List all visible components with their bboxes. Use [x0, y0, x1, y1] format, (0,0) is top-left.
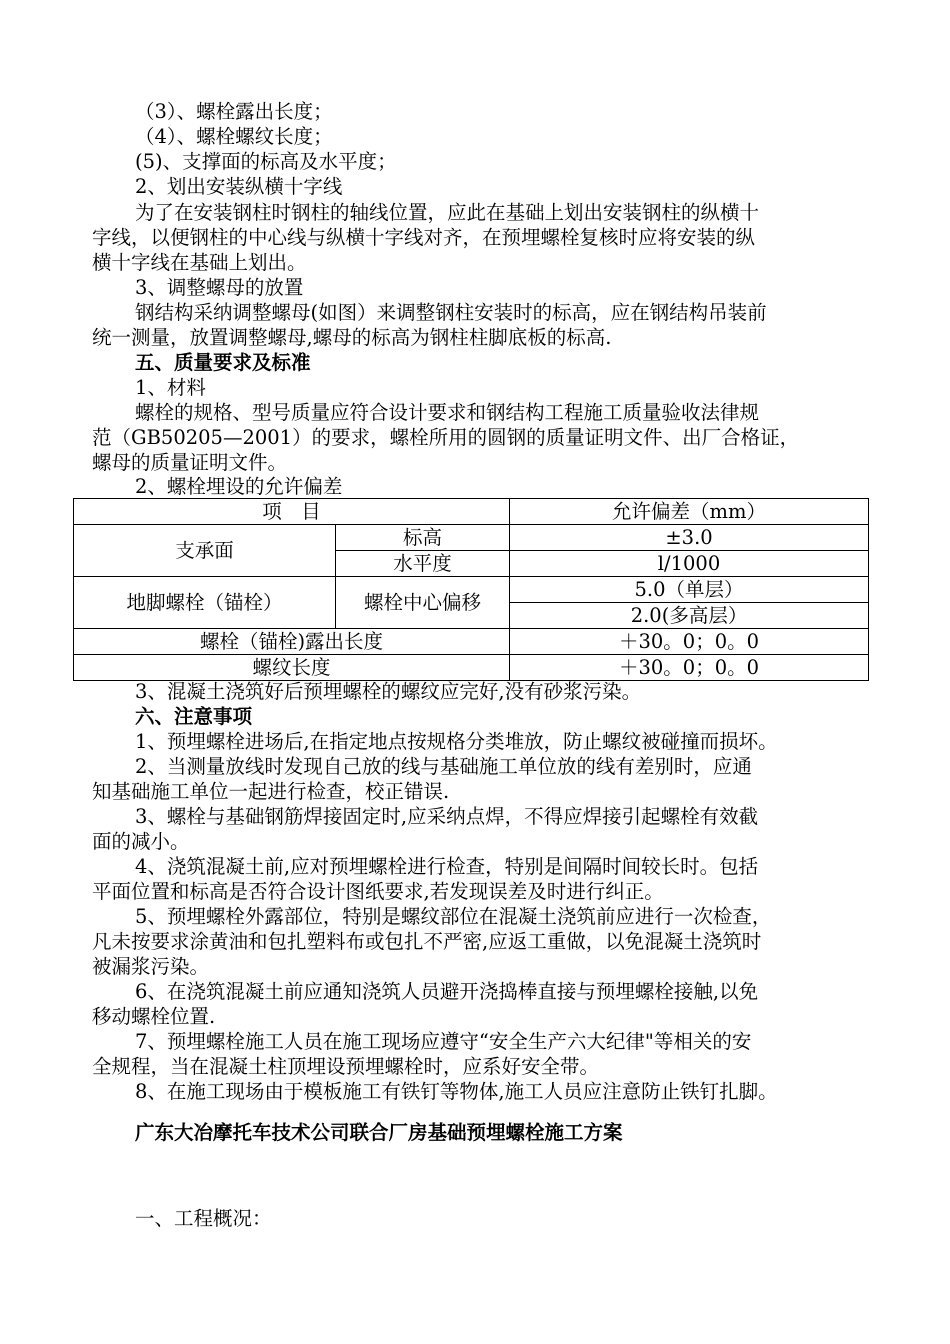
- note-item-continued: 凡未按要求涂黄油和包扎塑料布或包扎不严密,应返工重做，以免混凝土浇筑时: [92, 930, 762, 953]
- list-item-support-surface: (5)、支撑面的标高及水平度；: [135, 150, 397, 173]
- section-heading-overview: 一、工程概况：: [135, 1207, 272, 1230]
- list-item-exposed-length: （3）、螺栓露出长度；: [135, 100, 333, 123]
- paragraph-line: 范（GB50205—2001）的要求，螺栓所用的圆钢的质量证明文件、出厂合格证，: [92, 426, 800, 449]
- table-row: [74, 629, 869, 655]
- table-cell-levelness-value: l/1000: [510, 551, 869, 577]
- note-item: 5、预埋螺栓外露部位，特别是螺纹部位在混凝土浇筑前应进行一次检查，: [135, 905, 772, 928]
- subheading-cross-lines: 2、划出安装纵横十字线: [135, 175, 343, 198]
- table-cell-multi-storey: 2.0(多高层）: [510, 603, 869, 629]
- table-header-item: 项 目: [74, 499, 510, 525]
- paragraph-line: 为了在安装钢柱时钢柱的轴线位置，应此在基础上划出安装钢柱的纵横十: [135, 201, 760, 224]
- paragraph-line: 3、混凝土浇筑好后预埋螺栓的螺纹应完好,没有砂浆污染。: [135, 680, 642, 703]
- subheading-tolerance: 2、螺栓埋设的允许偏差: [135, 475, 343, 498]
- paragraph-line: 统一测量，放置调整螺母,螺母的标高为钢柱柱脚底板的标高.: [92, 326, 612, 349]
- table-cell-support-surface: 支承面: [74, 525, 336, 577]
- paragraph-line: 螺母的质量证明文件。: [92, 451, 288, 474]
- table-row: [74, 525, 869, 551]
- note-item: 1、预埋螺栓进场后,在指定地点按规格分类堆放，防止螺纹被碰撞而损坏。: [135, 730, 778, 753]
- section-heading-notes: 六、注意事项: [135, 705, 253, 728]
- paragraph-line: 字线，以便钢柱的中心线与纵横十字线对齐，在预埋螺栓复核时应将安装的纵: [92, 226, 756, 249]
- table-cell-elevation-value: ±3.0: [510, 525, 869, 551]
- note-item: 8、在施工现场由于模板施工有铁钉等物体,施工人员应注意防止铁钉扎脚。: [135, 1080, 778, 1103]
- table-cell-thread-value: ＋30。0；0。0: [510, 655, 869, 681]
- note-item: 7、预埋螺栓施工人员在施工现场应遵守“安全生产六大纪律"等相关的安: [135, 1030, 752, 1053]
- note-item: 6、在浇筑混凝土前应通知浇筑人员避开浇捣棒直接与预埋螺栓接触,以免: [135, 980, 759, 1003]
- document-title: 广东大冶摩托车技术公司联合厂房基础预埋螺栓施工方案: [135, 1121, 623, 1144]
- subheading-adjust-nut: 3、调整螺母的放置: [135, 276, 304, 299]
- table-cell-anchor-bolt: 地脚螺栓（锚栓）: [74, 577, 336, 629]
- tolerance-table: [73, 498, 869, 681]
- note-item-continued: 面的减小。: [92, 830, 190, 853]
- table-cell-exposed-value: ＋30。0；0。0: [510, 629, 869, 655]
- note-item-continued: 平面位置和标高是否符合设计图纸要求,若发现误差及时进行纠正。: [92, 880, 664, 903]
- table-row: [74, 577, 869, 603]
- note-item: 2、当测量放线时发现自己放的线与基础施工单位放的线有差别时，应通: [135, 755, 752, 778]
- note-item-continued: 被漏浆污染。: [92, 955, 210, 978]
- note-item: 4、浇筑混凝土前,应对预埋螺栓进行检查，特别是间隔时间较长时。包括: [135, 855, 759, 878]
- note-item: 3、螺栓与基础钢筋焊接固定时,应采纳点焊，不得应焊接引起螺栓有效截: [135, 805, 759, 828]
- note-item-continued: 全规程，当在混凝土柱顶埋设预埋螺栓时，应系好安全带。: [92, 1055, 600, 1078]
- table-cell-exposed-length: 螺栓（锚栓)露出长度: [74, 629, 510, 655]
- table-row: [74, 499, 869, 525]
- paragraph-line: 钢结构采纳调整螺母(如图）来调整钢柱安装时的标高，应在钢结构吊装前: [135, 301, 767, 324]
- table-cell-levelness: 水平度: [336, 551, 510, 577]
- section-heading-quality: 五、质量要求及标准: [135, 351, 311, 374]
- table-cell-single-storey: 5.0（单层）: [510, 577, 869, 603]
- table-cell-elevation: 标高: [336, 525, 510, 551]
- list-item-thread-length: （4）、螺栓螺纹长度；: [135, 125, 333, 148]
- subheading-materials: 1、材料: [135, 376, 206, 399]
- table-header-tolerance: 允许偏差（mm）: [510, 499, 869, 525]
- note-item-continued: 知基础施工单位一起进行检查，校正错误.: [92, 780, 450, 803]
- note-item-continued: 移动螺栓位置.: [92, 1005, 216, 1028]
- paragraph-line: 螺栓的规格、型号质量应符合设计要求和钢结构工程施工质量验收法律规: [135, 401, 760, 424]
- paragraph-line: 横十字线在基础上划出。: [92, 251, 307, 274]
- table-row: [74, 655, 869, 681]
- table-cell-thread-length: 螺纹长度: [74, 655, 510, 681]
- table-cell-center-offset: 螺栓中心偏移: [336, 577, 510, 629]
